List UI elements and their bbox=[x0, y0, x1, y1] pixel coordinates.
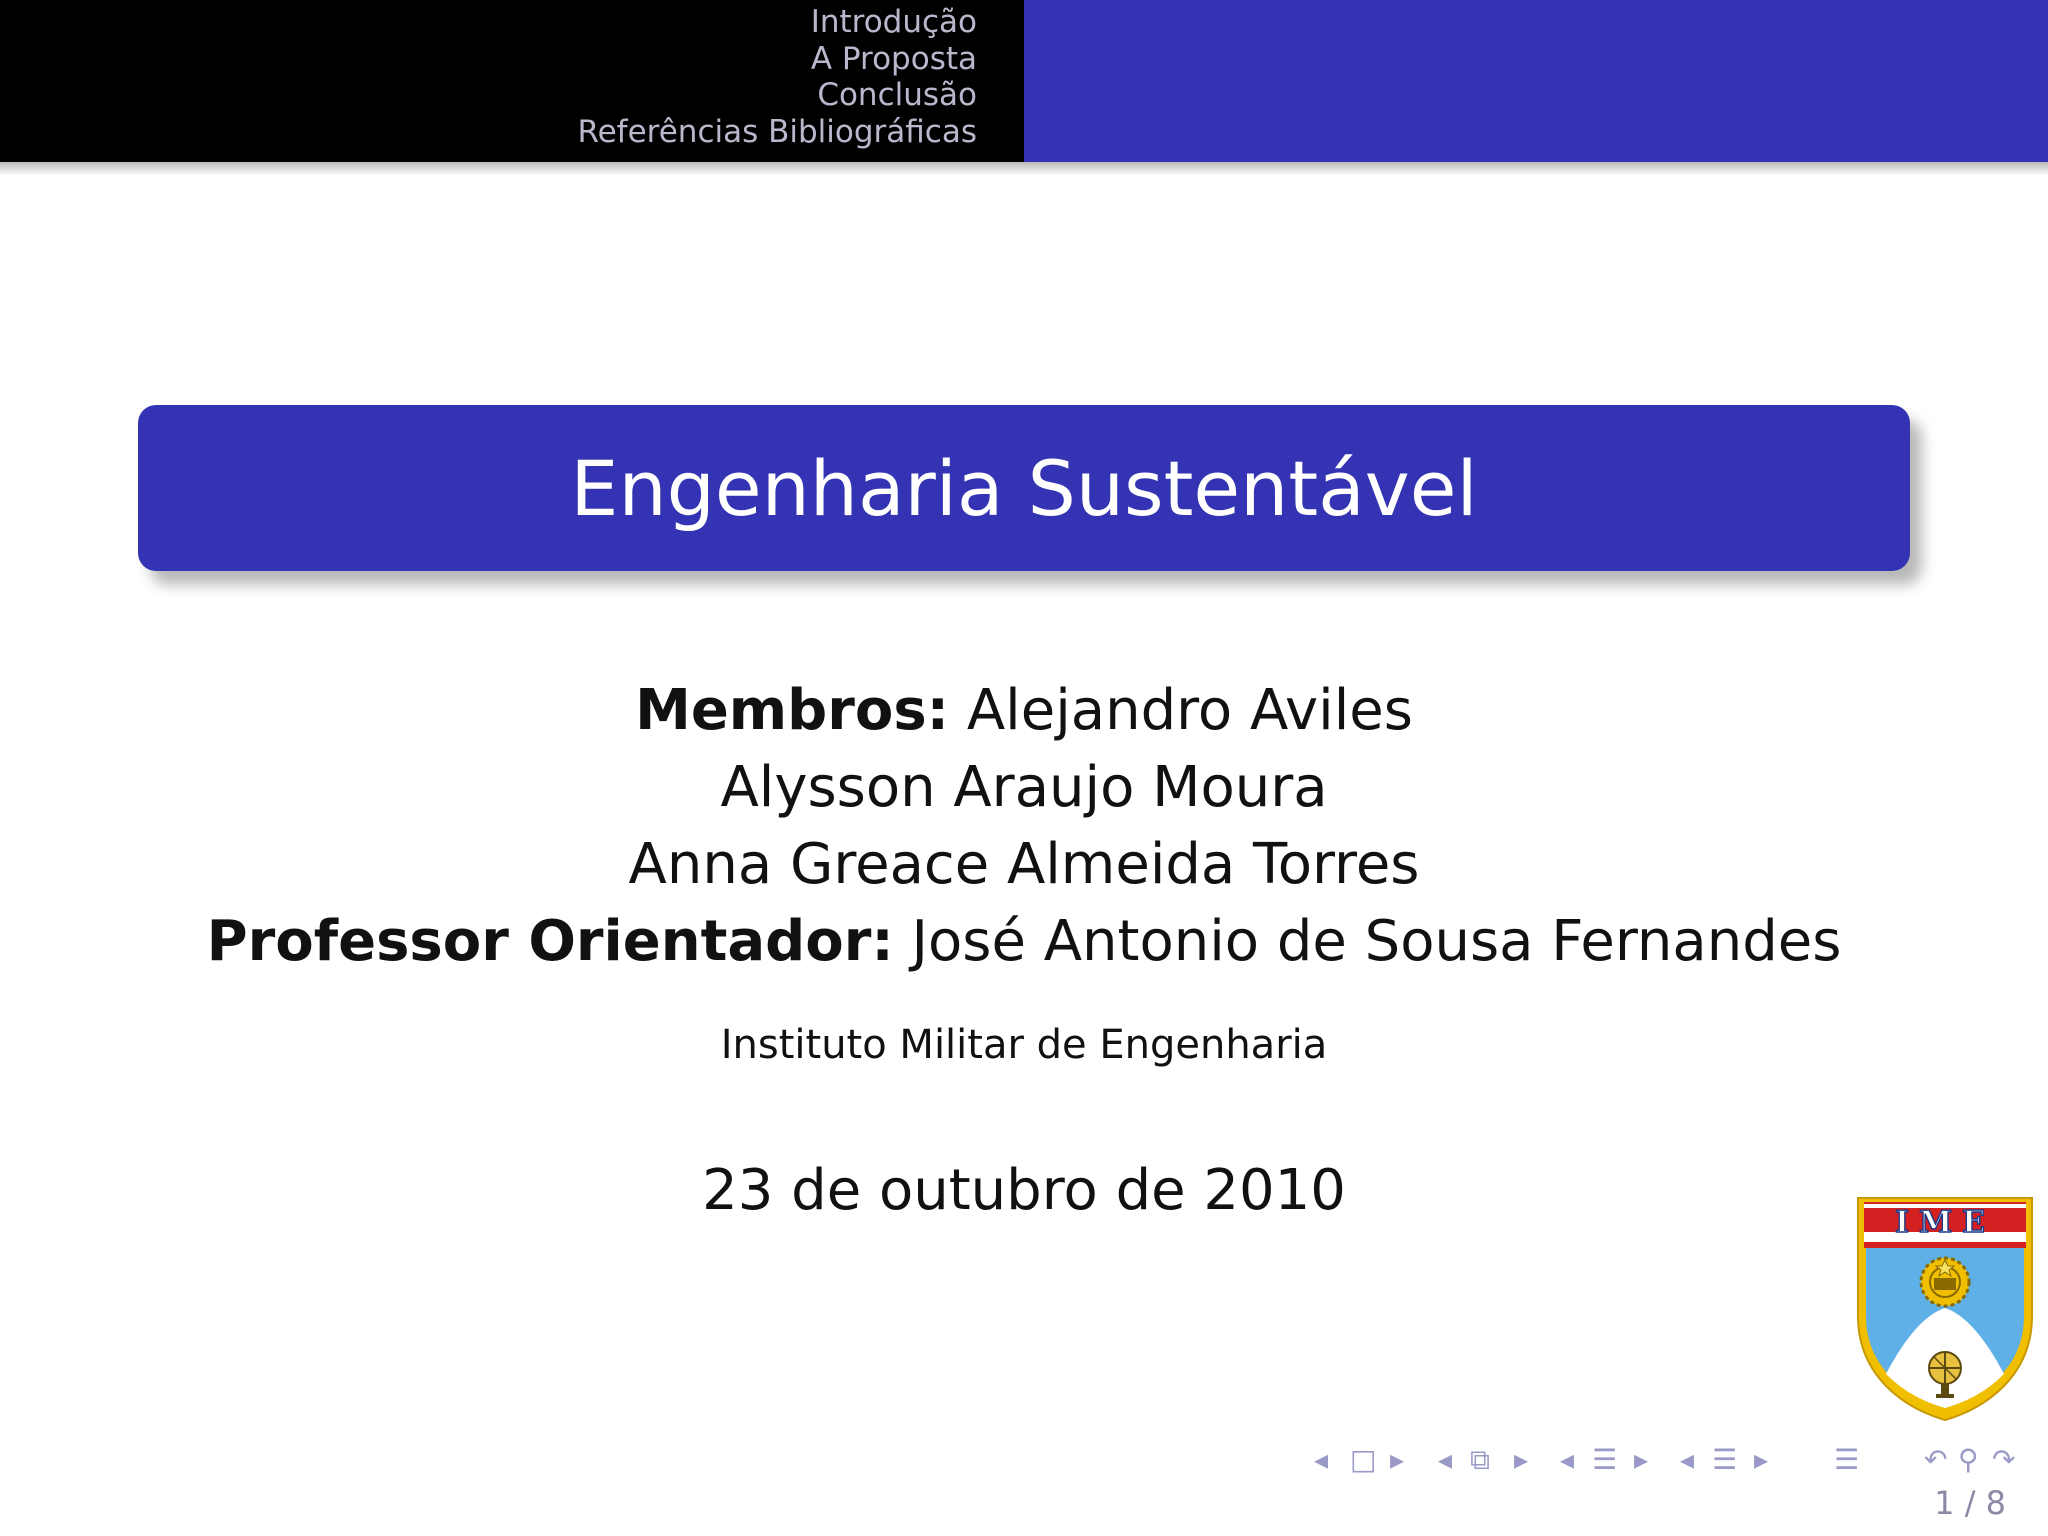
prev-presentation-icon[interactable]: ◂ bbox=[1680, 1443, 1695, 1476]
nav-item-referencias[interactable]: Referências Bibliográficas bbox=[577, 113, 977, 150]
prev-subsection-icon[interactable]: ◂ bbox=[1438, 1443, 1453, 1476]
title-box bbox=[138, 405, 1910, 571]
next-frame-icon[interactable]: ▸ bbox=[1390, 1443, 1405, 1476]
subsection-icon[interactable]: ⧉ bbox=[1470, 1443, 1490, 1476]
back-icon[interactable]: ↶ bbox=[1924, 1443, 1948, 1476]
header-blue-panel bbox=[1024, 0, 2048, 162]
nav-item-proposta[interactable]: A Proposta bbox=[810, 40, 977, 77]
members-label: Membros: bbox=[635, 678, 950, 743]
member-name: Alejandro Aviles bbox=[966, 678, 1413, 743]
frame-icon[interactable]: □ bbox=[1350, 1443, 1377, 1476]
next-section-icon[interactable]: ▸ bbox=[1634, 1443, 1649, 1476]
slide-title: Engenharia Sustentável bbox=[570, 443, 1478, 533]
next-subsection-icon[interactable]: ▸ bbox=[1514, 1443, 1529, 1476]
advisor-label: Professor Orientador: bbox=[206, 909, 894, 974]
beamer-navigation-symbols bbox=[1314, 1440, 2034, 1480]
member-name: Alysson Araujo Moura bbox=[720, 755, 1328, 820]
section-icon[interactable]: ☰ bbox=[1592, 1443, 1618, 1476]
page-number: 1 / 8 bbox=[1934, 1484, 2006, 1522]
advisor-name: José Antonio de Sousa Fernandes bbox=[911, 909, 1842, 974]
next-presentation-icon[interactable]: ▸ bbox=[1754, 1443, 1769, 1476]
nav-item-introducao[interactable]: Introdução bbox=[810, 4, 977, 40]
members-line bbox=[0, 672, 2048, 749]
presentation-date: 23 de outubro de 2010 bbox=[702, 1158, 1346, 1223]
header-shadow bbox=[0, 162, 2048, 176]
advisor-line bbox=[0, 903, 2048, 980]
search-icon[interactable]: ⚲ bbox=[1958, 1443, 1979, 1476]
appendix-icon[interactable]: ☰ bbox=[1834, 1443, 1860, 1476]
authors-block bbox=[0, 672, 2048, 980]
forward-icon[interactable]: ↷ bbox=[1992, 1443, 2016, 1476]
header-bar bbox=[0, 0, 2048, 162]
ime-logo bbox=[1856, 1196, 2034, 1422]
member-name: Anna Greace Almeida Torres bbox=[628, 832, 1420, 897]
prev-frame-icon[interactable]: ◂ bbox=[1314, 1443, 1329, 1476]
nav-item-conclusao[interactable]: Conclusão bbox=[817, 77, 977, 113]
prev-section-icon[interactable]: ◂ bbox=[1560, 1443, 1575, 1476]
logo-text: IME bbox=[1894, 1205, 1996, 1240]
presentation-icon[interactable]: ☰ bbox=[1712, 1443, 1738, 1476]
institute: Instituto Militar de Engenharia bbox=[720, 1022, 1328, 1068]
section-navigation bbox=[0, 0, 1024, 162]
